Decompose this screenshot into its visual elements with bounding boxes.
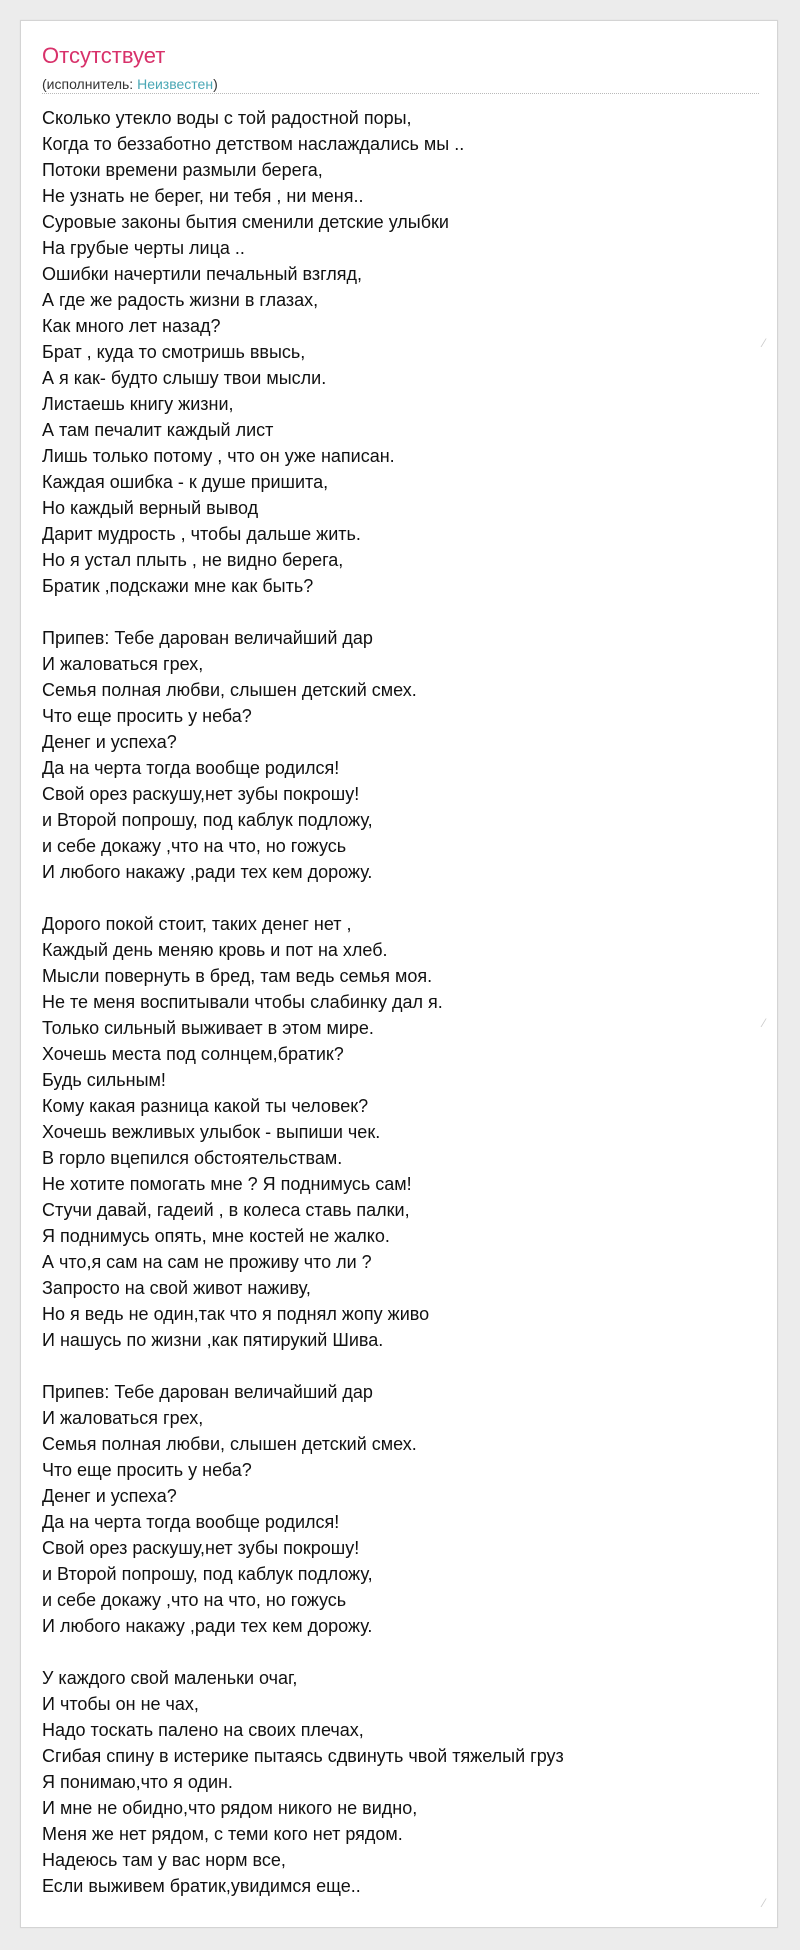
lyric-line: Денег и успеха? (42, 732, 177, 752)
lyric-line: На грубые черты лица .. (42, 238, 245, 258)
lyric-line: А что,я сам на сам не проживу что ли ? (42, 1252, 372, 1272)
lyric-line: И нашусь по жизни ,как пятирукий Шива. (42, 1330, 384, 1350)
lyric-line: Лишь только потому , что он уже написан. (42, 446, 395, 466)
lyric-line: Что еще просить у неба? (42, 1460, 252, 1480)
lyric-line: Припев: Тебе дарован величайший дар (42, 628, 373, 648)
lyric-line: Брат , куда то смотришь ввысь, (42, 342, 306, 362)
lyric-line: Запросто на свой живот наживу, (42, 1278, 311, 1298)
lyric-line: Дорого покой стоит, таких денег нет , (42, 914, 352, 934)
lyric-stanza (42, 1665, 758, 1899)
lyric-line: У каждого свой маленьки очаг, (42, 1668, 298, 1688)
corner-decoration-icon: ⁄ (763, 1896, 766, 1910)
lyric-line: Да на черта тогда вообще родился! (42, 758, 340, 778)
lyric-line: Потоки времени размыли берега, (42, 160, 323, 180)
corner-decoration-icon: ⁄ (763, 336, 766, 350)
lyric-line: Свой орез раскушу,нет зубы покрошу! (42, 784, 360, 804)
lyric-stanza (42, 625, 758, 885)
lyric-line: Надо тоскать палено на своих плечах, (42, 1720, 364, 1740)
lyric-line: Я поднимусь опять, мне костей не жалко. (42, 1226, 390, 1246)
lyric-line: Но каждый верный вывод (42, 498, 259, 518)
lyric-line: А где же радость жизни в глазах, (42, 290, 319, 310)
lyric-line: и себе докажу ,что на что, но гожусь (42, 836, 347, 856)
lyric-line: Семья полная любви, слышен детский смех. (42, 1434, 417, 1454)
lyric-line: Да на черта тогда вообще родился! (42, 1512, 340, 1532)
header-divider (42, 93, 759, 94)
lyric-line: Что еще просить у неба? (42, 706, 252, 726)
lyric-line: И жаловаться грех, (42, 1408, 204, 1428)
lyric-line: Меня же нет рядом, с теми кого нет рядом. (42, 1824, 403, 1844)
lyric-stanza (42, 1379, 758, 1639)
lyric-line: и Второй попрошу, под каблук подложу, (42, 1564, 373, 1584)
lyric-line: и Второй попрошу, под каблук подложу, (42, 810, 373, 830)
lyric-line: Сколько утекло воды с той радостной поры, (42, 108, 412, 128)
lyric-line: В горло вцепился обстоятельствам. (42, 1148, 343, 1168)
lyric-line: Каждый день меняю кровь и пот на хлеб. (42, 940, 388, 960)
lyric-line: Свой орез раскушу,нет зубы покрошу! (42, 1538, 360, 1558)
lyric-line: Дарит мудрость , чтобы дальше жить. (42, 524, 361, 544)
lyric-line: Я понимаю,что я один. (42, 1772, 233, 1792)
lyric-line: И жаловаться грех, (42, 654, 204, 674)
lyric-line: Как много лет назад? (42, 316, 221, 336)
lyric-line: Припев: Тебе дарован величайший дар (42, 1382, 373, 1402)
lyric-line: Не те меня воспитывали чтобы слабинку дал я. (42, 992, 443, 1012)
lyrics-body (42, 105, 758, 1925)
lyric-line: Будь сильным! (42, 1070, 166, 1090)
lyrics-card (20, 20, 778, 1928)
lyric-line: Сгибая спину в истерике пытаясь сдвинуть чвой тяжелый груз (42, 1746, 564, 1766)
lyric-line: А там печалит каждый лист (42, 420, 274, 440)
performer-suffix: ) (213, 76, 218, 92)
lyric-stanza (42, 105, 758, 599)
lyric-line: Хочешь места под солнцем,братик? (42, 1044, 344, 1064)
lyric-line: Хочешь вежливых улыбок - выпиши чек. (42, 1122, 381, 1142)
lyric-line: Но я устал плыть , не видно берега, (42, 550, 344, 570)
song-header (42, 41, 758, 93)
lyric-line: Денег и успеха? (42, 1486, 177, 1506)
lyric-stanza (42, 911, 758, 1353)
lyric-line: И любого накажу ,ради тех кем дорожу. (42, 862, 373, 882)
performer-line (42, 75, 758, 93)
lyric-line: Если выживем братик,увидимся еще.. (42, 1876, 361, 1896)
lyric-line: Только сильный выживает в этом мире. (42, 1018, 374, 1038)
lyric-line: Братик ,подскажи мне как быть? (42, 576, 314, 596)
lyric-line: Ошибки начертили печальный взгляд, (42, 264, 363, 284)
lyric-line: Надеюсь там у вас норм все, (42, 1850, 286, 1870)
lyric-line: А я как- будто слышу твои мысли. (42, 368, 327, 388)
lyric-line: И любого накажу ,ради тех кем дорожу. (42, 1616, 373, 1636)
lyric-line: Семья полная любви, слышен детский смех. (42, 680, 417, 700)
lyric-line: Но я ведь не один,так что я поднял жопу живо (42, 1304, 430, 1324)
lyric-line: И мне не обидно,что рядом никого не видно, (42, 1798, 418, 1818)
performer-prefix: (исполнитель: (42, 76, 138, 92)
lyric-line: Мысли повернуть в бред, там ведь семья моя. (42, 966, 433, 986)
corner-decoration-icon: ⁄ (763, 1016, 766, 1030)
lyric-line: Стучи давай, гадеий , в колеса ставь палки, (42, 1200, 410, 1220)
lyric-line: Не хотите помогать мне ? Я поднимусь сам! (42, 1174, 412, 1194)
lyric-line: И чтобы он не чах, (42, 1694, 199, 1714)
lyric-line: и себе докажу ,что на что, но гожусь (42, 1590, 347, 1610)
lyric-line: Не узнать не берег, ни тебя , ни меня.. (42, 186, 364, 206)
lyric-line: Листаешь книгу жизни, (42, 394, 234, 414)
lyric-line: Когда то беззаботно детством наслаждались мы .. (42, 134, 465, 154)
song-title: Отсутствует (42, 43, 166, 68)
lyric-line: Суровые законы бытия сменили детские улыбки (42, 212, 449, 232)
lyric-line: Кому какая разница какой ты человек? (42, 1096, 369, 1116)
lyric-line: Каждая ошибка - к душе пришита, (42, 472, 329, 492)
performer-link[interactable]: Неизвестен (137, 76, 214, 92)
